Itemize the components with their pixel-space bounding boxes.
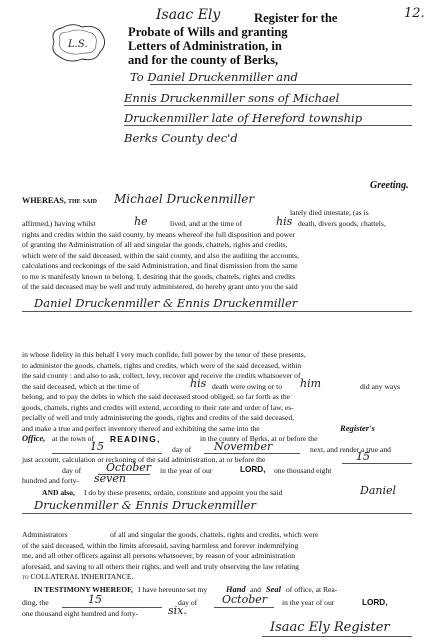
testimony-month: October (222, 593, 268, 606)
body-line-2: to administer the goods, chattels, rights and credits, which were of the said deceased, within (22, 360, 302, 370)
testimony-line-2c: in the year of our (282, 598, 335, 607)
body-line-10b: next, and render a true and (310, 444, 391, 454)
body-line-9c: in the county of Berks, at or before the (200, 434, 318, 443)
seal-text: L.S. (68, 39, 88, 50)
handwritten-year-word: seven (94, 471, 126, 485)
body-line-4b: death were owing or to (212, 381, 283, 391)
handwritten-he: he (134, 215, 148, 228)
admin-line-1b: of all and singular the goods, chattels, rights and credits, which were (110, 530, 319, 539)
register-signature: Isaac Ely Register (270, 620, 390, 635)
header-title-line-1: Register for the (254, 11, 338, 25)
clerk-signature: Isaac Ely (156, 7, 221, 23)
addressee-line-4: Berks County dec'd (124, 131, 238, 145)
body-line-3: the said county : and also to ask, collect, levy, recover and receive the credits whatsoever of (22, 371, 301, 380)
office-label: Office, (22, 434, 46, 443)
whereas-line-4: of granting the Administration of all and singular the goods, chattels, rights and credits, (22, 240, 288, 249)
handwritten-day-1: 15 (90, 440, 104, 453)
whereas-line-6: calculations and reckonings of the said Administration, and final dismission from the same (22, 261, 298, 270)
appointee-name-2: Druckenmiller & Ennis Druckenmiller (34, 498, 256, 512)
whereas-line-2a: affirmed,) having whilst (22, 219, 96, 228)
handwritten-month-1: November (214, 440, 273, 453)
addressee-line-2: Ennis Druckenmiller sons of Michael (124, 91, 340, 105)
whereas-died: lately died intestate, (as is (290, 208, 369, 217)
testimony-seal: Seal (266, 584, 281, 594)
testimony-line-3a: one thousand eight hundred and forty- (22, 608, 139, 618)
header-title-line-4: and for the county of Berks, (128, 53, 279, 67)
testimony-day: 15 (88, 593, 102, 606)
registers-office-label: Register's (340, 422, 375, 433)
testimony-and: and (250, 585, 261, 594)
testimony-line-2a: ding, the (22, 598, 49, 607)
handwritten-him: him (300, 377, 322, 390)
lord-word: LORD, (240, 465, 266, 474)
admin-line-3: me, and all other officers against all persons whatsoever, by reason of your administration (22, 551, 296, 560)
body-line-12c: one thousand eight (274, 465, 332, 475)
header-title-line-2: Probate of Wills and granting (128, 25, 288, 39)
also-text: I do by these presents, ordain, constitute and appoint you the said (84, 488, 283, 497)
body-line-13a: hundred and forty- (22, 476, 79, 485)
body-line-4a: the said deceased, which at the time of (22, 381, 140, 391)
page-number: 12. (404, 6, 425, 21)
whereas-line-2c: death, divers goods, chattels, (298, 219, 386, 228)
testimony-line-2b: day of (178, 598, 198, 607)
testimony-hand: Hand (226, 584, 246, 594)
admin-line-4: aforesaid, and saving to all others their rights, and well and truly observing the law relating (22, 561, 299, 571)
also-lead: AND also, (42, 488, 75, 497)
body-line-12a: day of (62, 465, 82, 475)
body-line-12b: in the year of our (160, 465, 213, 475)
testimony-line-1a: I have hereunto set my (138, 585, 208, 594)
handwritten-his: his (276, 215, 293, 228)
body-line-10a: day of (172, 444, 192, 454)
handwritten-day-2: 15 (356, 450, 370, 463)
whereas-line-2b: lived, and at the time of (170, 219, 243, 228)
seal-icon (48, 22, 108, 64)
body-line-6: goods, chattels, rights and credits will extend, according to their rate and order of law, es- (22, 402, 294, 412)
whereas-lead: WHEREAS, the said (22, 196, 98, 205)
testimony-lead: IN TESTIMONY WHEREOF, (34, 585, 133, 594)
admin-line-2: of the said deceased, within the limits aforesaid, saving harmless and forever indemnifying (22, 540, 299, 550)
greeting: Greeting. (370, 180, 409, 191)
testimony-year: six. (168, 604, 187, 617)
whereas-line-3: rights and credits within the said county, by means whereof the full disposition and power (22, 229, 296, 239)
body-line-9b: at the town of (52, 434, 94, 443)
body-line-1: in whose fidelity in this behalf I very much confide, full power by the tenor of these presents, (22, 350, 306, 359)
addressee-line-3: Druckenmiller late of Hereford township (124, 111, 363, 125)
whereas-line-7: to me is manifestly known to belong. I, desiring that the goods, chattels, rights and credits (22, 271, 296, 281)
admin-line-5: to COLLATERAL INHERITANCE. (22, 572, 134, 581)
reading-town: READING, (110, 433, 161, 444)
body-line-11a: just account, calculation or reckoning of the said administration, at or before the (22, 455, 266, 464)
testimony-line-1c: of office, at Rea- (286, 585, 338, 594)
header-title-line-3: Letters of Administration, in (128, 39, 282, 53)
testimony-lord: LORD, (362, 597, 388, 607)
whereas-line-5: which were of the said deceased, within the said county, and also the auditing the accounts, (22, 250, 300, 260)
whereas-line-8: of the said deceased may be well and truly administered, do hereby grant unto you the said (22, 282, 298, 291)
body-line-7: pecially of well and truly administering the goods, rights and credits of the said deceased, (22, 413, 295, 422)
deceased-name: Michael Druckenmiller (114, 192, 255, 206)
body-line-5: belong, and to pay the debts in which the said deceased stood obliged, so far forth as the (22, 392, 291, 401)
admin-line-1a: Administrators (22, 530, 68, 539)
body-line-8a: and make a true and perfect inventory thereof and exhibiting the same into the (22, 423, 260, 433)
addressee-line-1: To Daniel Druckenmiller and (130, 70, 298, 84)
grantees-names: Daniel Druckenmiller & Ennis Druckenmiller (34, 296, 298, 310)
appointee-name-1: Daniel (360, 484, 397, 497)
handwritten-his-2: his (190, 377, 207, 390)
body-line-4c: did any ways (360, 381, 401, 391)
handwritten-month-2: October (106, 461, 152, 474)
